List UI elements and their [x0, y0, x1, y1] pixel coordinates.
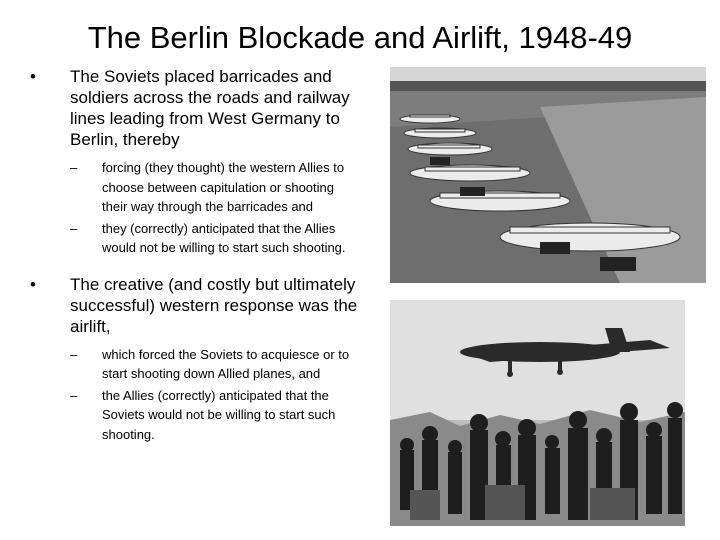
- sub-bullet-item: [30, 386, 362, 445]
- sub-bullet-list: [30, 158, 362, 258]
- dash-marker: –: [70, 346, 78, 362]
- sub-bullet-text: they (correctly) anticipated that the Allies would not be willing to start such shooting.: [102, 220, 346, 255]
- airfield-photo-icon: [390, 67, 706, 283]
- bullet-item: [30, 66, 362, 150]
- dash-marker: –: [70, 160, 78, 175]
- sub-bullet-text: the Allies (correctly) anticipated that the Soviets would not be willing to start such shooting.: [102, 387, 336, 442]
- crowd-watching-plane-photo-icon: [390, 300, 685, 526]
- dash-marker: –: [70, 387, 78, 403]
- sub-bullet-item: [30, 219, 362, 258]
- sub-bullet-item: [30, 345, 362, 384]
- bullet-text: The creative (and costly but ultimately successful) western response was the airlift,: [70, 274, 358, 336]
- sub-bullet-list: [30, 345, 362, 445]
- bullet-item: [30, 274, 362, 337]
- bullet-marker: •: [30, 67, 36, 86]
- sub-bullet-item: [30, 158, 362, 217]
- sub-bullet-text: forcing (they thought) the western Allies to choose between capitulation or shooting their way through the barricades and: [102, 160, 345, 214]
- dash-marker: –: [70, 220, 78, 236]
- bullet-list: [30, 66, 362, 446]
- airfield-photo: [390, 67, 706, 283]
- slide-title: The Berlin Blockade and Airlift, 1948-49: [87, 20, 633, 55]
- crowd-watching-plane-photo: [390, 300, 685, 526]
- bullet-text: The Soviets placed barricades and soldiers across the roads and railway lines leading from West Germany to Berlin, thereby: [70, 67, 350, 149]
- bullet-marker: •: [30, 274, 36, 294]
- sub-bullet-text: which forced the Soviets to acquiesce or to start shooting down Allied planes, and: [102, 346, 350, 381]
